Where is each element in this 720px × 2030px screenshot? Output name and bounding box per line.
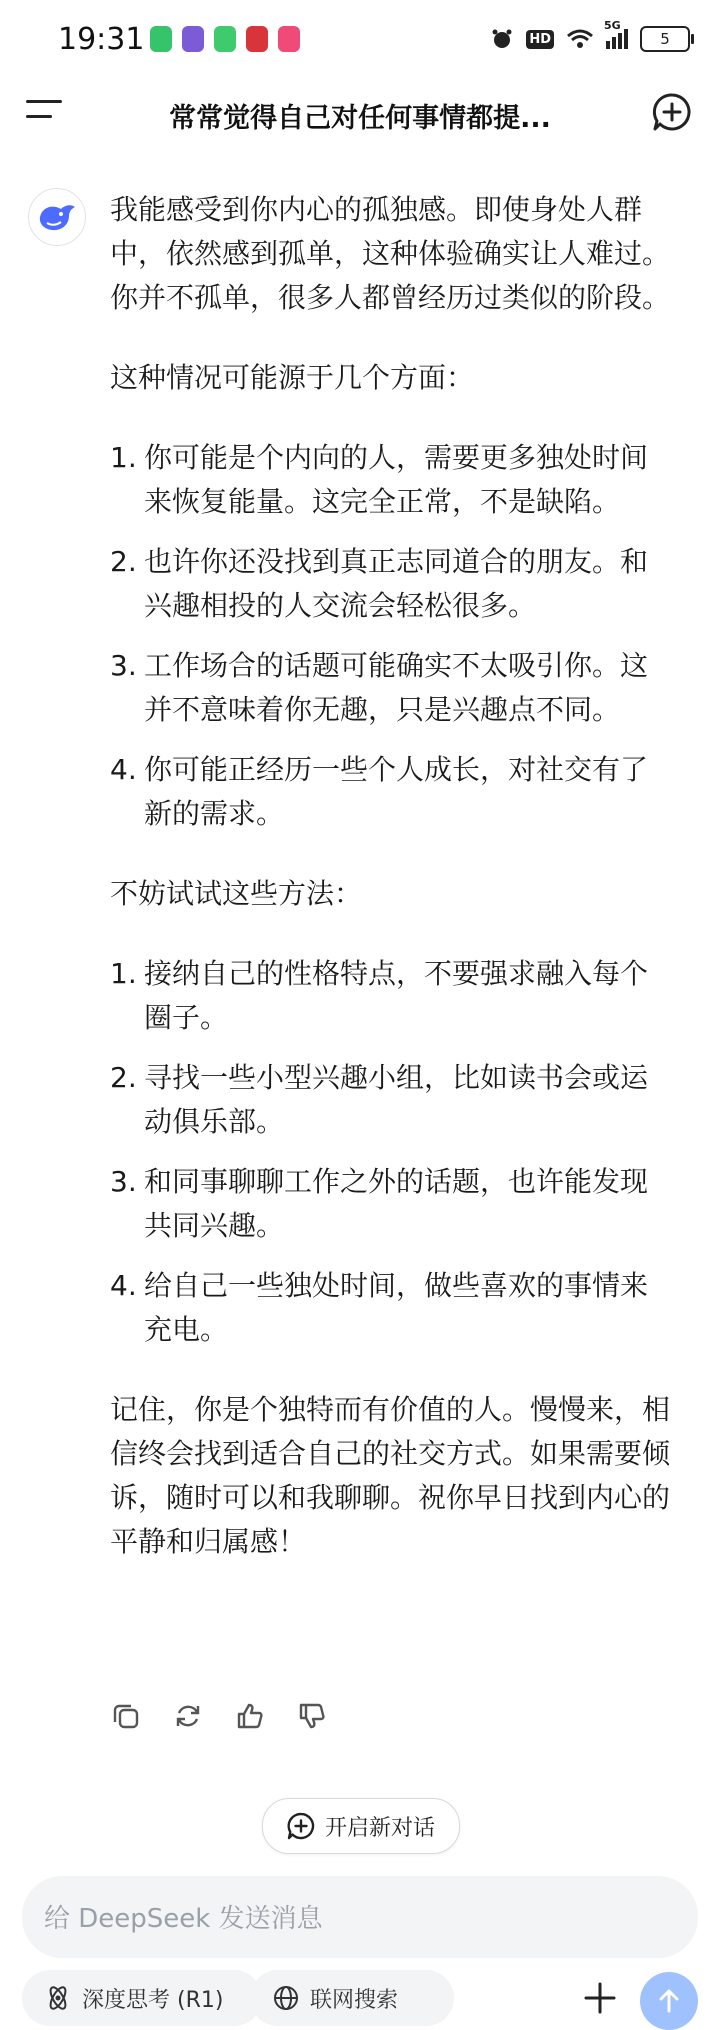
dislike-button[interactable] [296, 1700, 328, 1732]
message-intro: 我能感受到你内心的孤独感。即使身处人群中，依然感到孤单，这种体验确实让人难过。你并不孤单，很多人都曾经历过类似的阶段。 [110, 193, 671, 314]
web-search-toggle[interactable] [250, 1970, 454, 2026]
list-item [110, 436, 670, 524]
list-item [110, 540, 670, 628]
signal-icon [604, 19, 628, 49]
new-chat-button[interactable] [262, 1798, 460, 1854]
battery-icon: 5 [640, 26, 690, 52]
list-item [110, 1160, 670, 1248]
arrow-up-icon [655, 1987, 683, 2015]
notification-icons [150, 26, 300, 52]
system-icons [490, 19, 690, 52]
list-item-text: 寻找一些小型兴趣小组，比如读书会或运动俱乐部。 [144, 1061, 649, 1138]
list-item-text: 和同事聊聊工作之外的话题，也许能发现共同兴趣。 [144, 1165, 649, 1242]
app-notification-icon [278, 26, 300, 52]
deepseek-whale-icon [37, 201, 77, 233]
new-chat-icon[interactable] [652, 92, 692, 132]
attach-plus-icon[interactable] [580, 1978, 620, 2018]
hd-icon: HD [526, 30, 554, 49]
deep-think-toggle[interactable] [22, 1970, 262, 2026]
list-number: 3. [110, 1165, 137, 1198]
reasons-list [110, 436, 670, 836]
message-input[interactable] [22, 1876, 698, 1958]
message-actions [110, 1700, 328, 1732]
reasons-heading: 这种情况可能源于几个方面： [110, 361, 475, 394]
app-notification-icon [246, 26, 268, 52]
list-number: 1. [110, 441, 137, 474]
web-search-label: 联网搜索 [310, 1987, 399, 2013]
list-number: 2. [110, 545, 137, 578]
list-item-text: 给自己一些独处时间，做些喜欢的事情来充电。 [144, 1269, 649, 1346]
methods-list [110, 952, 670, 1352]
app-notification-icon [214, 26, 236, 52]
like-button[interactable] [234, 1700, 266, 1732]
send-button[interactable] [640, 1972, 698, 2030]
assistant-message [110, 188, 670, 1600]
list-number: 1. [110, 957, 137, 990]
list-number: 4. [110, 1269, 137, 1302]
copy-button[interactable] [110, 1700, 142, 1732]
status-bar [0, 0, 720, 80]
deep-think-label: 深度思考 (R1) [82, 1987, 224, 2013]
status-time: 19:31 [58, 22, 145, 57]
methods-heading: 不妨试试这些方法： [110, 877, 363, 910]
list-item-text: 你可能是个内向的人，需要更多独处时间来恢复能量。这完全正常，不是缺陷。 [144, 441, 649, 518]
refresh-icon [173, 1701, 203, 1731]
list-item [110, 1056, 670, 1144]
wifi-icon [566, 28, 594, 50]
list-number: 3. [110, 649, 137, 682]
message-closing: 记住，你是个独特而有价值的人。慢慢来，相信终会找到适合自己的社交方式。如果需要倾诉，随时可以和我聊聊。祝你早日找到内心的平静和归属感！ [110, 1393, 671, 1558]
list-item-text: 工作场合的话题可能确实不太吸引你。这并不意味着你无趣，只是兴趣点不同。 [144, 649, 649, 726]
copy-icon [111, 1701, 141, 1731]
list-item [110, 644, 670, 732]
app-notification-icon [182, 26, 204, 52]
network-type-label: 5G [604, 19, 621, 32]
app-notification-icon [150, 26, 172, 52]
list-number: 4. [110, 753, 137, 786]
chat-title: 常常觉得自己对任何事情都提... [169, 103, 551, 134]
alarm-icon [490, 27, 514, 51]
list-item-text: 你可能正经历一些个人成长，对社交有了新的需求。 [144, 753, 649, 830]
thumbs-down-icon [297, 1701, 327, 1731]
deepseek-avatar [28, 188, 86, 246]
list-item-text: 也许你还没找到真正志同道合的朋友。和兴趣相投的人交流会轻松很多。 [144, 545, 649, 622]
list-item-text: 接纳自己的性格特点，不要强求融入每个圈子。 [144, 957, 649, 1034]
thumbs-up-icon [235, 1701, 265, 1731]
list-number: 2. [110, 1061, 137, 1094]
list-item [110, 748, 670, 836]
new-chat-icon [287, 1812, 315, 1840]
list-item [110, 952, 670, 1040]
input-placeholder: 给 DeepSeek 发送消息 [44, 1904, 323, 1934]
new-chat-label: 开启新对话 [324, 1815, 435, 1841]
list-item [110, 1264, 670, 1352]
regenerate-button[interactable] [172, 1700, 204, 1732]
menu-icon[interactable] [26, 100, 66, 124]
